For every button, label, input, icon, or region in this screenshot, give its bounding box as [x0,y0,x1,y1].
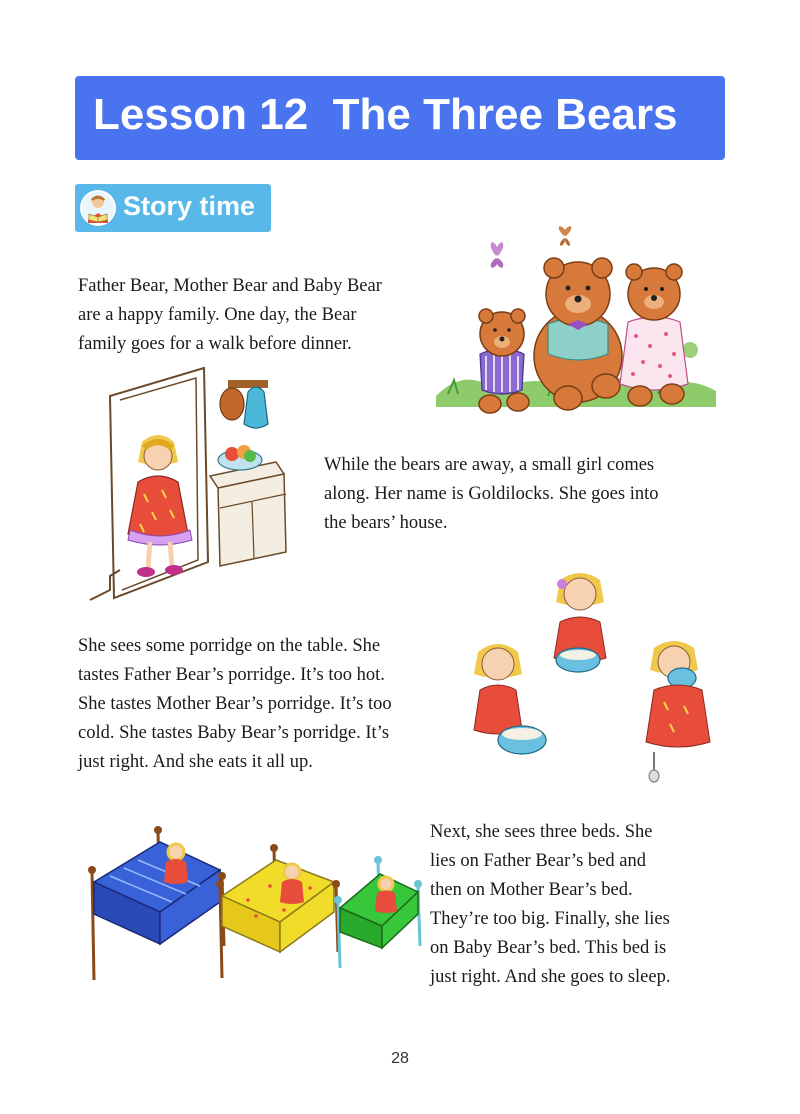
goldilocks-figure [646,641,710,747]
goldilocks-figure [164,844,188,884]
story-line: the bears’ house. [324,513,448,533]
page-number: 28 [391,1050,409,1067]
story-line: just right. And she goes to sleep. [430,967,671,987]
story-line: They’re too big. Finally, she lies [430,909,670,929]
butterfly-icon [559,226,572,246]
porridge-tasting-illustration [458,572,720,784]
spoon-icon [649,752,659,782]
lesson-title: Lesson 12 The Three Bears [93,90,678,139]
story-line: on Baby Bear’s bed. This bed is [430,938,667,958]
story-line: lies on Father Bear’s bed and [430,851,646,871]
story-line: Father Bear, Mother Bear and Baby Bear [78,276,382,296]
section-badge [75,184,271,232]
story-line: She tastes Mother Bear’s porridge. It’s too [78,694,392,714]
father-bed [88,826,226,980]
reading-child-icon [79,189,117,227]
bears-walking-illustration [428,226,720,422]
lesson-title-bar [75,76,725,160]
story-paragraph-2 [324,451,659,538]
mother-bear [620,264,688,406]
goldilocks-figure [375,877,397,913]
story-line: tastes Father Bear’s porridge. It’s too hot. [78,665,385,685]
goldilocks-door-illustration [80,362,312,610]
section-label: Story time [123,191,256,221]
goldilocks-figure [474,644,546,754]
baby-bed [334,856,422,968]
story-line: Next, she sees three beds. She [430,822,653,842]
goldilocks-figure [554,573,606,672]
goldilocks-figure [280,864,304,904]
story-line: just right. And she eats it all up. [78,752,313,772]
story-line: are a happy family. One day, the Bear [78,305,357,325]
mother-bed [216,844,340,978]
story-line: While the bears are away, a small girl comes [324,455,655,475]
story-line: along. Her name is Goldilocks. She goes into [324,484,659,504]
story-paragraph-4 [430,818,670,992]
butterfly-icon [491,242,504,268]
story-line: then on Mother Bear’s bed. [430,880,633,900]
story-paragraph-3 [78,632,392,777]
story-paragraph-1 [78,272,382,359]
story-line: She sees some porridge on the table. She [78,636,381,656]
three-beds-illustration [80,816,424,984]
story-line: family goes for a walk before dinner. [78,334,352,354]
father-bear [534,258,622,410]
story-line: cold. She tastes Baby Bear’s porridge. It’s [78,723,390,743]
